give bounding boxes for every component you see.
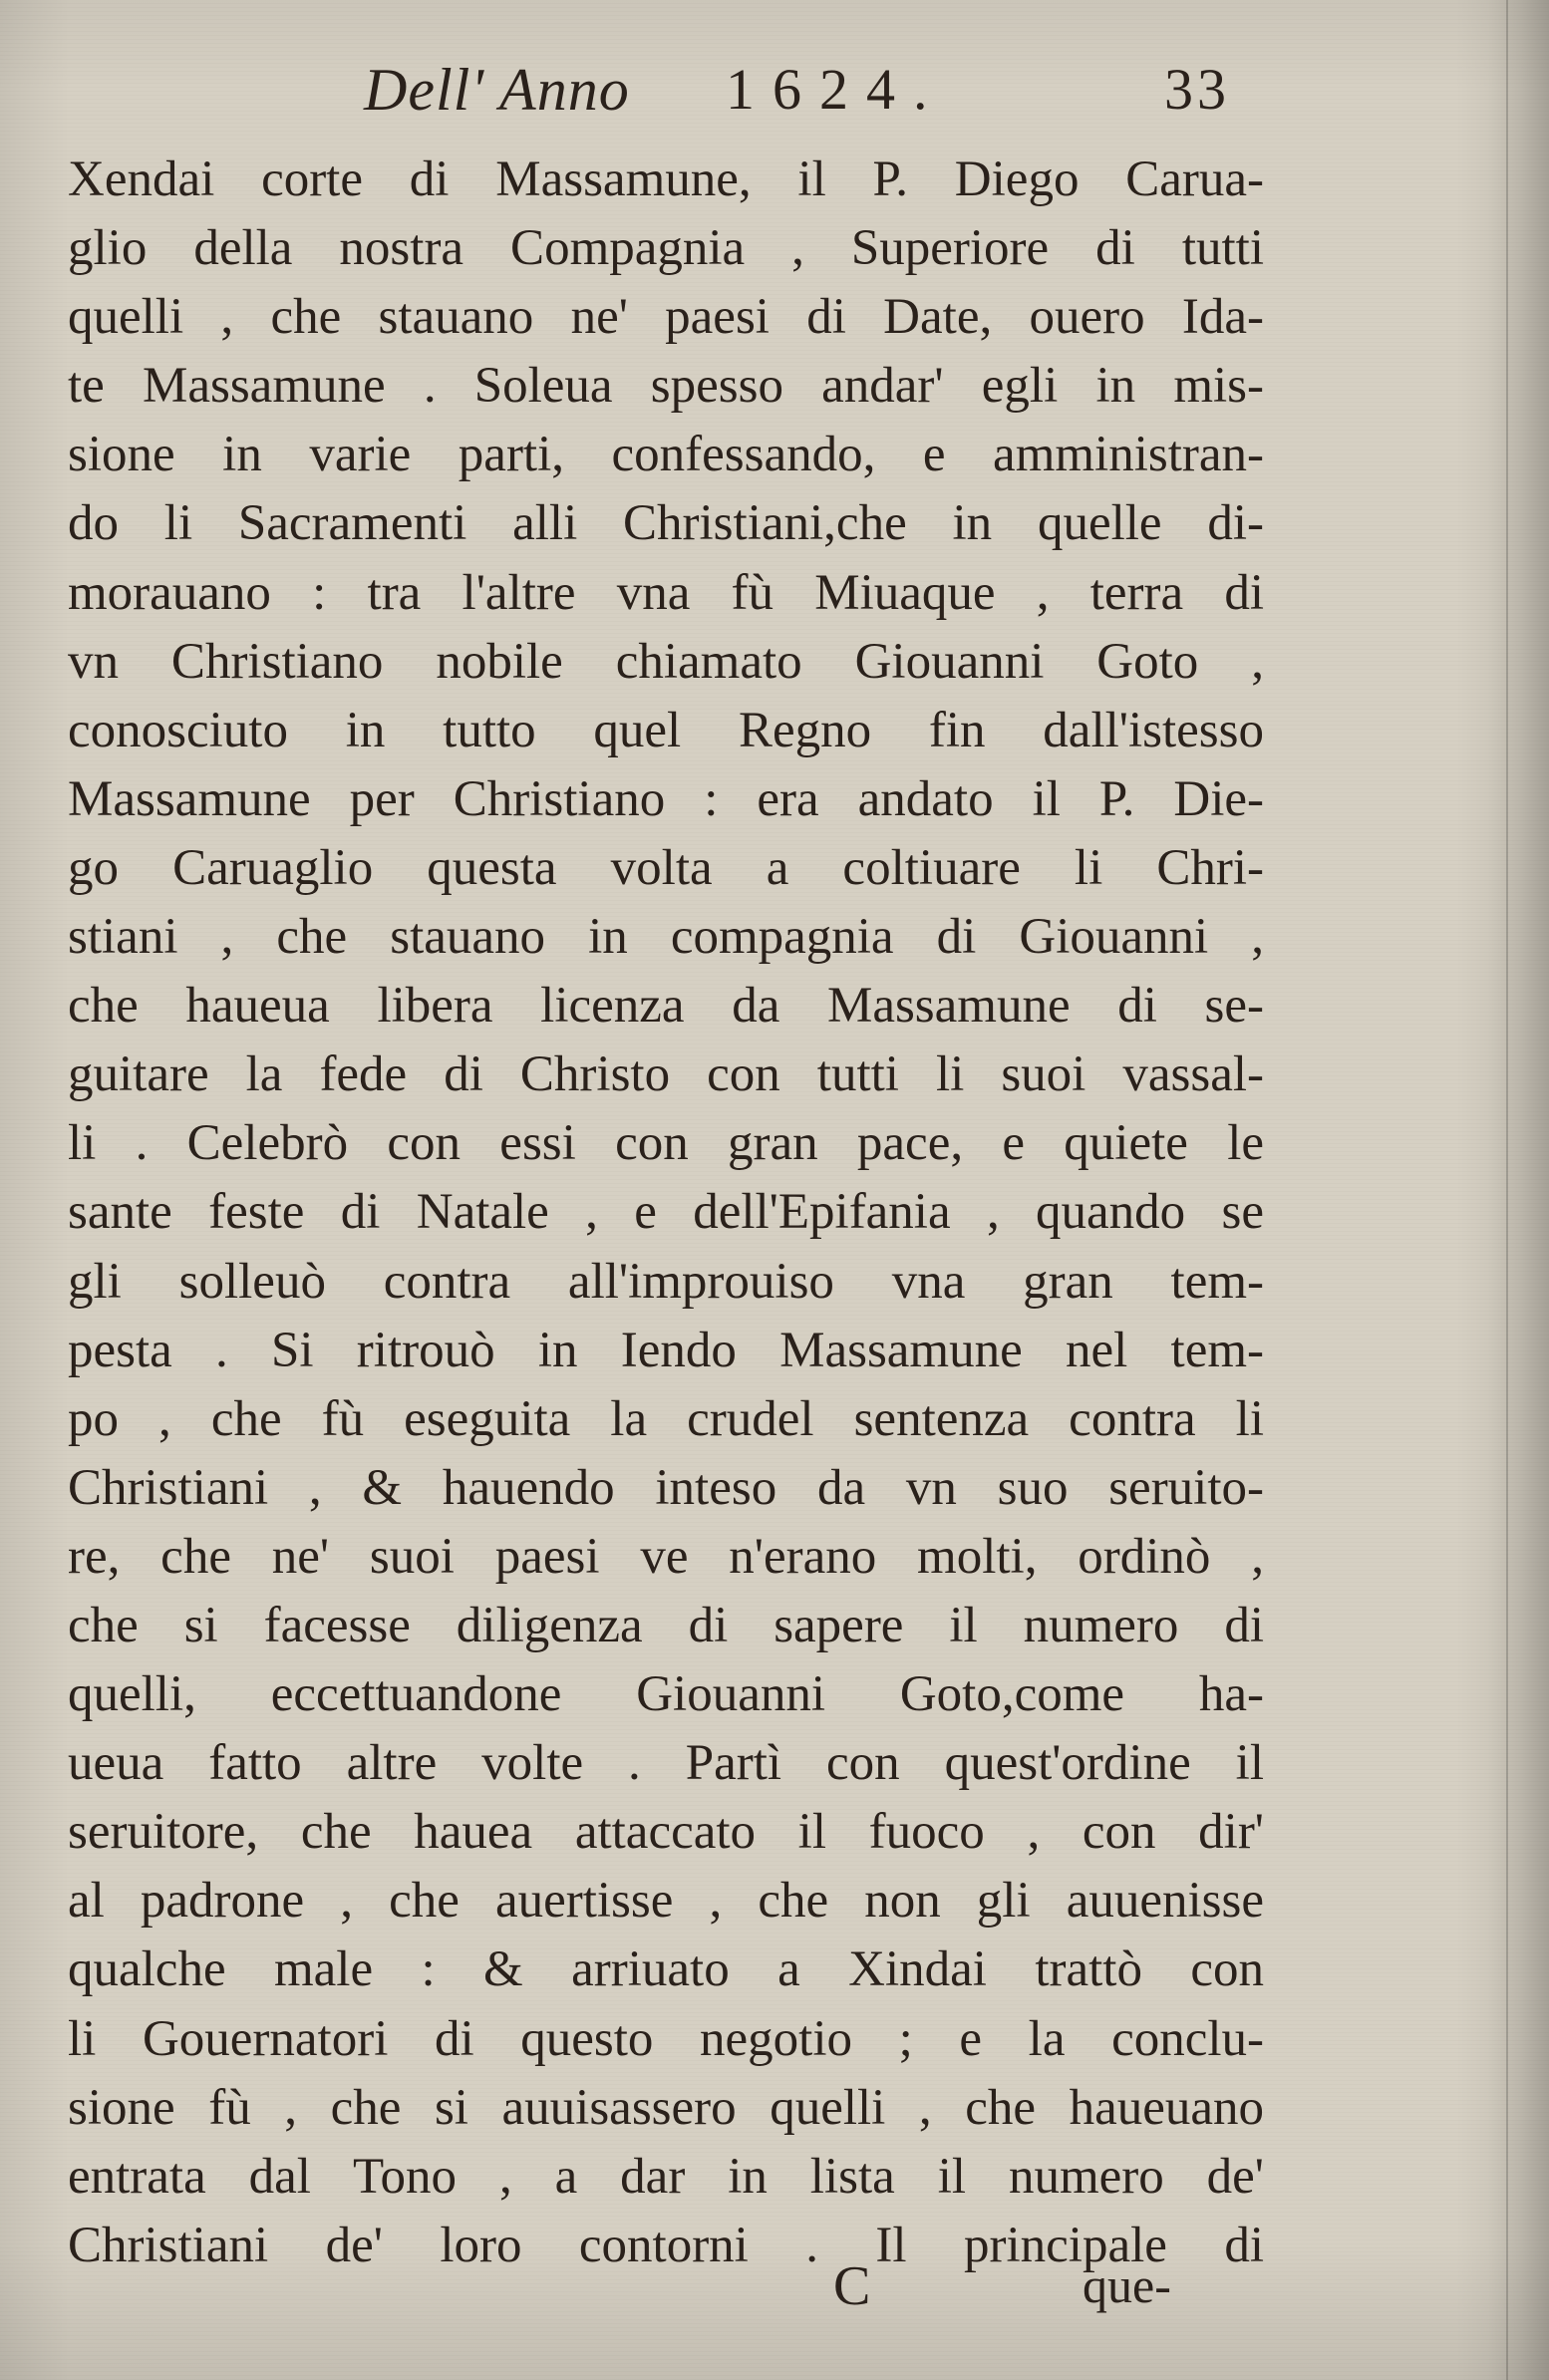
text-line: quelli , che stauano ne' paesi di Date, ouero Ida- [68,289,1264,346]
header-year: 1624. [726,57,946,122]
text-line: stiani , che stauano in compagnia di Giouanni , [68,909,1264,966]
text-line: entrata dal Tono , a dar in lista il numero de' [68,2148,1264,2205]
text-line: vn Christiano nobile chiamato Giouanni Goto , [68,633,1264,690]
text-line: do li Sacramenti alli Christiani,che in quelle di- [68,495,1264,552]
signature-mark: C [833,2255,871,2317]
page-edge-line [1506,0,1508,2380]
text-line: li . Celebrò con essi con gran pace, e quiete le [68,1115,1264,1172]
text-line: al padrone , che auertisse , che non gli auuenisse [68,1873,1264,1930]
text-line: ueua fatto altre volte . Partì con quest'ordine il [68,1735,1264,1792]
text-line: qualche male : & arriuato a Xindai trattò con [68,1941,1264,1998]
text-line: go Caruaglio questa volta a coltiuare li Chri- [68,839,1264,896]
text-line: li Gouernatori di questo negotio ; e la conclu- [68,2010,1264,2067]
page-number: 33 [1164,57,1230,122]
text-line: che haueua libera licenza da Massamune di se- [68,978,1264,1035]
text-line: te Massamune . Soleua spesso andar' egli in mis- [68,358,1264,415]
text-line: conosciuto in tutto quel Regno fin dall'istesso [68,702,1264,758]
page-gutter-shadow [1487,0,1549,2380]
text-line: po , che fù eseguita la crudel sentenza contra li [68,1390,1264,1447]
text-line: re, che ne' suoi paesi ve n'erano molti, ordinò , [68,1528,1264,1585]
text-line: che si facesse diligenza di sapere il numero di [68,1597,1264,1653]
running-title: Dell' Anno [364,57,630,123]
text-line: gli solleuò contra all'improuiso vna gran tem- [68,1253,1264,1310]
page-header [0,56,1549,146]
text-line: Christiani de' loro contorni . Il principale di [68,2217,1264,2273]
text-line: sione fù , che si auuisassero quelli , che haueuano [68,2079,1264,2136]
text-line: Christiani , & hauendo inteso da vn suo seruito- [68,1459,1264,1516]
text-line: glio della nostra Compagnia , Superiore di tutti [68,220,1264,277]
text-line: sione in varie parti, confessando, e amministran- [68,427,1264,483]
text-line: pesta . Si ritrouò in Iendo Massamune nel tem- [68,1322,1264,1378]
text-line: guitare la fede di Christo con tutti li suoi vassal- [68,1046,1264,1103]
text-line: sante feste di Natale , e dell'Epifania , quando se [68,1184,1264,1241]
text-line: morauano : tra l'altre vna fù Miuaque , terra di [68,564,1264,621]
text-line: quelli, eccettuandone Giouanni Goto,come ha- [68,1666,1264,1723]
catchword: que- [1083,2257,1171,2313]
body-text [68,146,1264,2280]
text-line: Massamune per Christiano : era andato il P. Die- [68,770,1264,827]
text-line: seruitore, che hauea attaccato il fuoco , con dir' [68,1804,1264,1861]
text-line: Xendai corte di Massamune, il P. Diego Carua- [68,151,1264,207]
